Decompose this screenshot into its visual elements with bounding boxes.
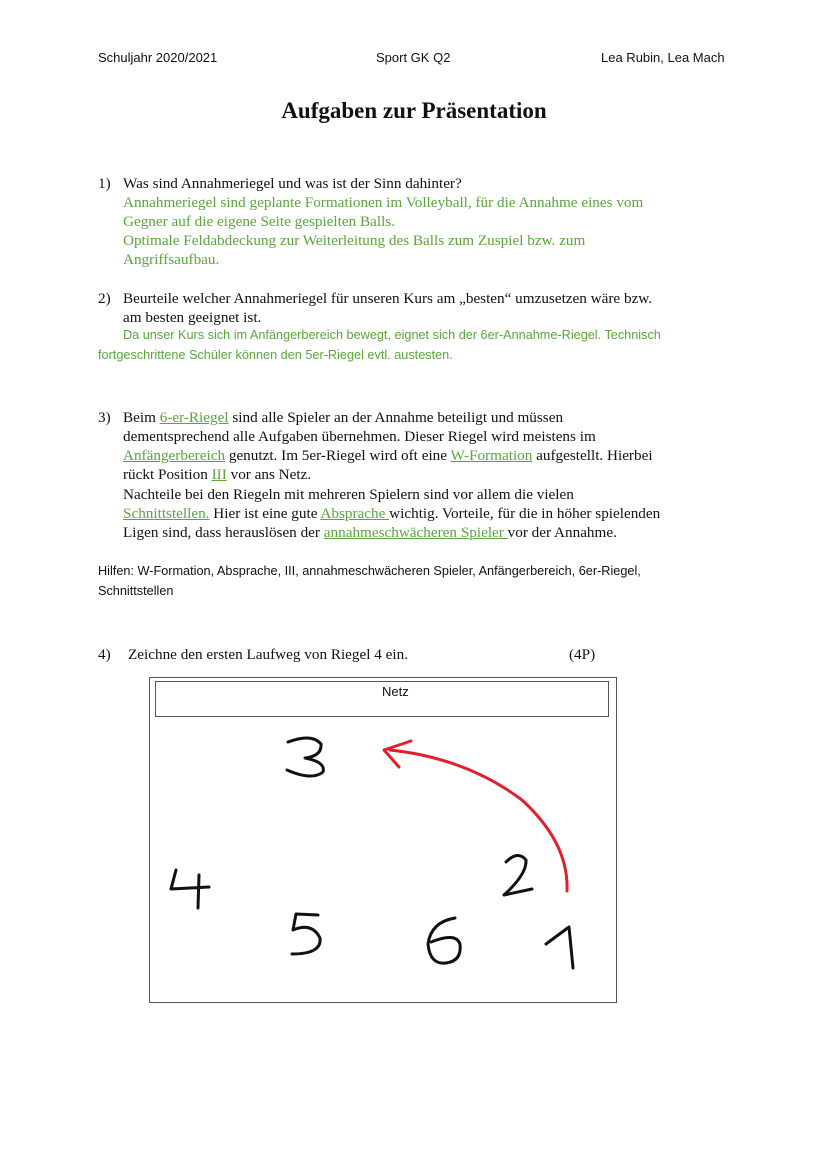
q1-number: 1) (98, 175, 111, 192)
q3-text: Ligen sind, dass herauslösen der (123, 524, 324, 541)
q3-fill-schnittstellen: Schnittstellen. (123, 505, 210, 522)
q3-fill-anfaengerbereich: Anfängerbereich (123, 447, 226, 464)
q1-answer-line-1: Annahmeriegel sind geplante Formationen im Volleyball, für die Annahme eines vom (123, 194, 644, 211)
q2-question-line-2: am besten geeignet ist. (123, 309, 262, 326)
q3-text: rückt Position (123, 466, 212, 483)
q3-fill-6er-riegel: 6-er-Riegel (159, 409, 229, 426)
q1-question: Was sind Annahmeriegel und was ist der Sinn dahinter? (123, 175, 462, 192)
q1-answer-line-4: Angriffsaufbau. (123, 251, 220, 268)
q3-text: wichtig. Vorteile, für die in höher spielenden (389, 505, 661, 522)
net-label: Netz (382, 684, 409, 699)
q2-answer-line-2: fortgeschrittene Schüler können den 5er-Riegel evtl. austesten. (98, 348, 453, 362)
q3-fill-w-formation: W-Formation (450, 447, 533, 464)
q3-number: 3) (98, 409, 111, 426)
q3-line-2: dementsprechend alle Aufgaben übernehmen. Dieser Riegel wird meistens im (123, 428, 596, 445)
q4-question: Zeichne den ersten Laufweg von Riegel 4 ein. (128, 646, 409, 663)
q1-answer-line-2: Gegner auf die eigene Seite gespielten Balls. (123, 213, 396, 230)
q3-line-4 (123, 465, 311, 484)
q4-points: (4P) (569, 646, 596, 663)
header-course: Sport GK Q2 (376, 50, 451, 65)
q3-text: genutzt. Im 5er-Riegel wird oft eine (225, 447, 451, 464)
q3-line-5: Nachteile bei den Riegeln mit mehreren Spielern sind vor allem die vielen (123, 486, 574, 503)
header-authors: Lea Rubin, Lea Mach (601, 50, 725, 65)
q3-line-6 (123, 504, 660, 523)
q4-number: 4) (98, 646, 111, 663)
page-title: Aufgaben zur Präsentation (281, 98, 547, 123)
q3-line-1 (123, 408, 563, 427)
q2-answer-line-1: Da unser Kurs sich im Anfängerbereich bewegt, eignet sich der 6er-Annahme-Riegel. Technisch (123, 328, 661, 342)
q3-fill-annahmeschwaecheren-spieler: annahmeschwächeren Spieler (323, 524, 508, 541)
q3-text: Beim (123, 409, 160, 426)
hilfen-line-1: Hilfen: W-Formation, Absprache, III, annahmeschwächeren Spieler, Anfängerbereich, 6er-Riegel, (98, 564, 641, 578)
q3-line-7 (123, 523, 617, 542)
q3-line-3 (123, 446, 653, 465)
q1-answer-line-3: Optimale Feldabdeckung zur Weiterleitung des Balls zum Zuspiel bzw. zum (123, 232, 586, 249)
q2-number: 2) (98, 290, 111, 307)
q3-text: aufgestellt. Hierbei (532, 447, 653, 464)
q3-fill-position-iii: III (211, 466, 227, 483)
q3-text: Hier ist eine gute (209, 505, 321, 522)
q3-text: vor der Annahme. (507, 524, 617, 541)
q2-question-line-1: Beurteile welcher Annahmeriegel für unseren Kurs am „besten“ umzusetzen wäre bzw. (123, 290, 653, 307)
hilfen-line-2: Schnittstellen (98, 584, 174, 598)
header-school-year: Schuljahr 2020/2021 (98, 50, 218, 65)
volleyball-court (149, 677, 617, 1003)
q3-fill-absprache: Absprache (320, 505, 390, 522)
q3-text: sind alle Spieler an der Annahme beteiligt und müssen (228, 409, 564, 426)
q3-text: vor ans Netz. (226, 466, 312, 483)
